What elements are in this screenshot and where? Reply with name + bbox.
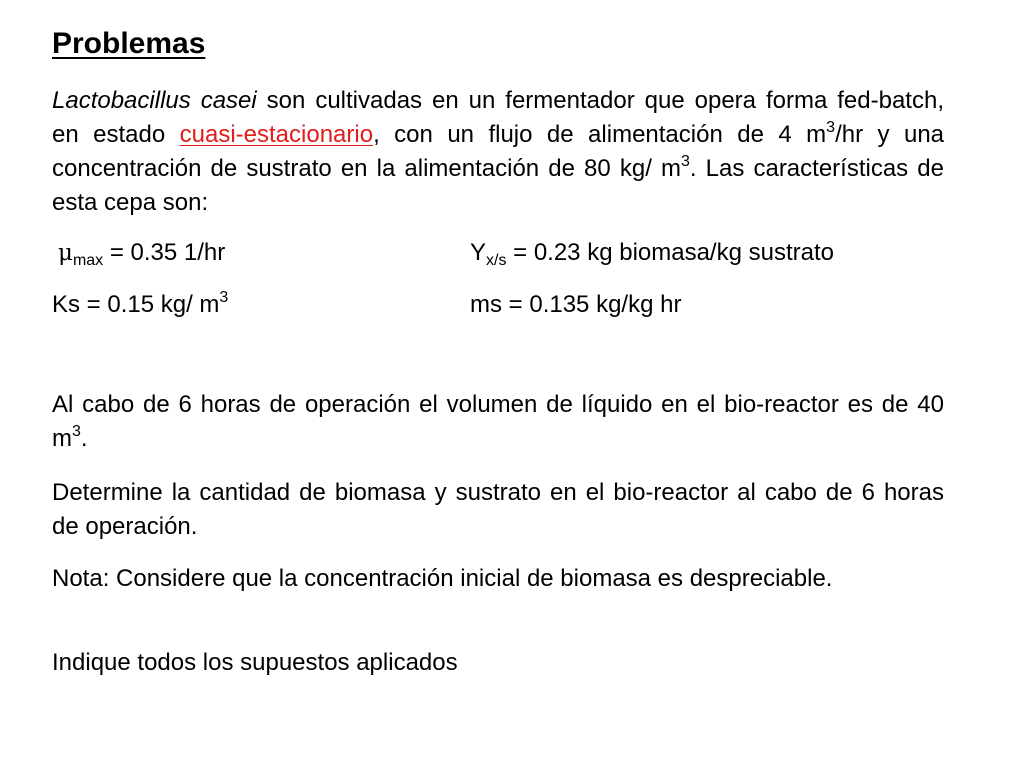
- mu-value: = 0.35 1/hr: [103, 239, 226, 266]
- exponent-feed-conc: 3: [680, 153, 690, 170]
- ks-exponent: 3: [219, 289, 229, 306]
- yield-value: = 0.23 kg biomasa/kg sustrato: [506, 239, 834, 266]
- quasi-steady-state-link[interactable]: cuasi-estacionario: [179, 121, 374, 148]
- volume-statement: [52, 388, 944, 456]
- mu-subscript: max: [72, 252, 104, 269]
- intro-text-4: . Las características de esta cepa son:: [52, 155, 944, 216]
- param-yield: [470, 236, 834, 270]
- intro-text-3: /hr y una concentración de sustrato en la alimentación de 80 kg/ m: [52, 121, 945, 182]
- intro-text-1: son cultivadas en un fermentador que opera forma fed-batch, en estado: [52, 87, 944, 148]
- determine-question: Determine la cantidad de biomasa y sustrato en el bio-reactor al cabo de 6 horas de operación.: [52, 479, 944, 540]
- intro-text-2: , con un flujo de alimentación de 4 m: [373, 121, 827, 148]
- yield-symbol: Y: [470, 239, 487, 266]
- note-text: Nota: Considere que la concentración inicial de biomasa es despreciable.: [52, 565, 833, 592]
- mu-symbol: μ: [58, 240, 73, 266]
- volume-exponent: 3: [72, 423, 81, 440]
- param-mu-max: [58, 236, 225, 270]
- param-ms: [470, 288, 681, 322]
- slide-title: Problemas: [52, 27, 206, 60]
- volume-text: Al cabo de 6 horas de operación el volumen de líquido en el bio-reactor es de 40 m: [52, 391, 944, 452]
- ks-text: Ks = 0.15 kg/ m: [52, 291, 220, 318]
- assumptions-text: Indique todos los supuestos aplicados: [52, 649, 458, 676]
- organism-name: Lactobacillus casei: [52, 87, 257, 114]
- volume-end: .: [80, 425, 88, 452]
- param-ks: [52, 288, 228, 322]
- problem-statement: [52, 84, 944, 220]
- ms-text: ms = 0.135 kg/kg hr: [470, 291, 682, 318]
- yield-subscript: x/s: [486, 252, 507, 269]
- exponent-feed-flow: 3: [826, 119, 836, 136]
